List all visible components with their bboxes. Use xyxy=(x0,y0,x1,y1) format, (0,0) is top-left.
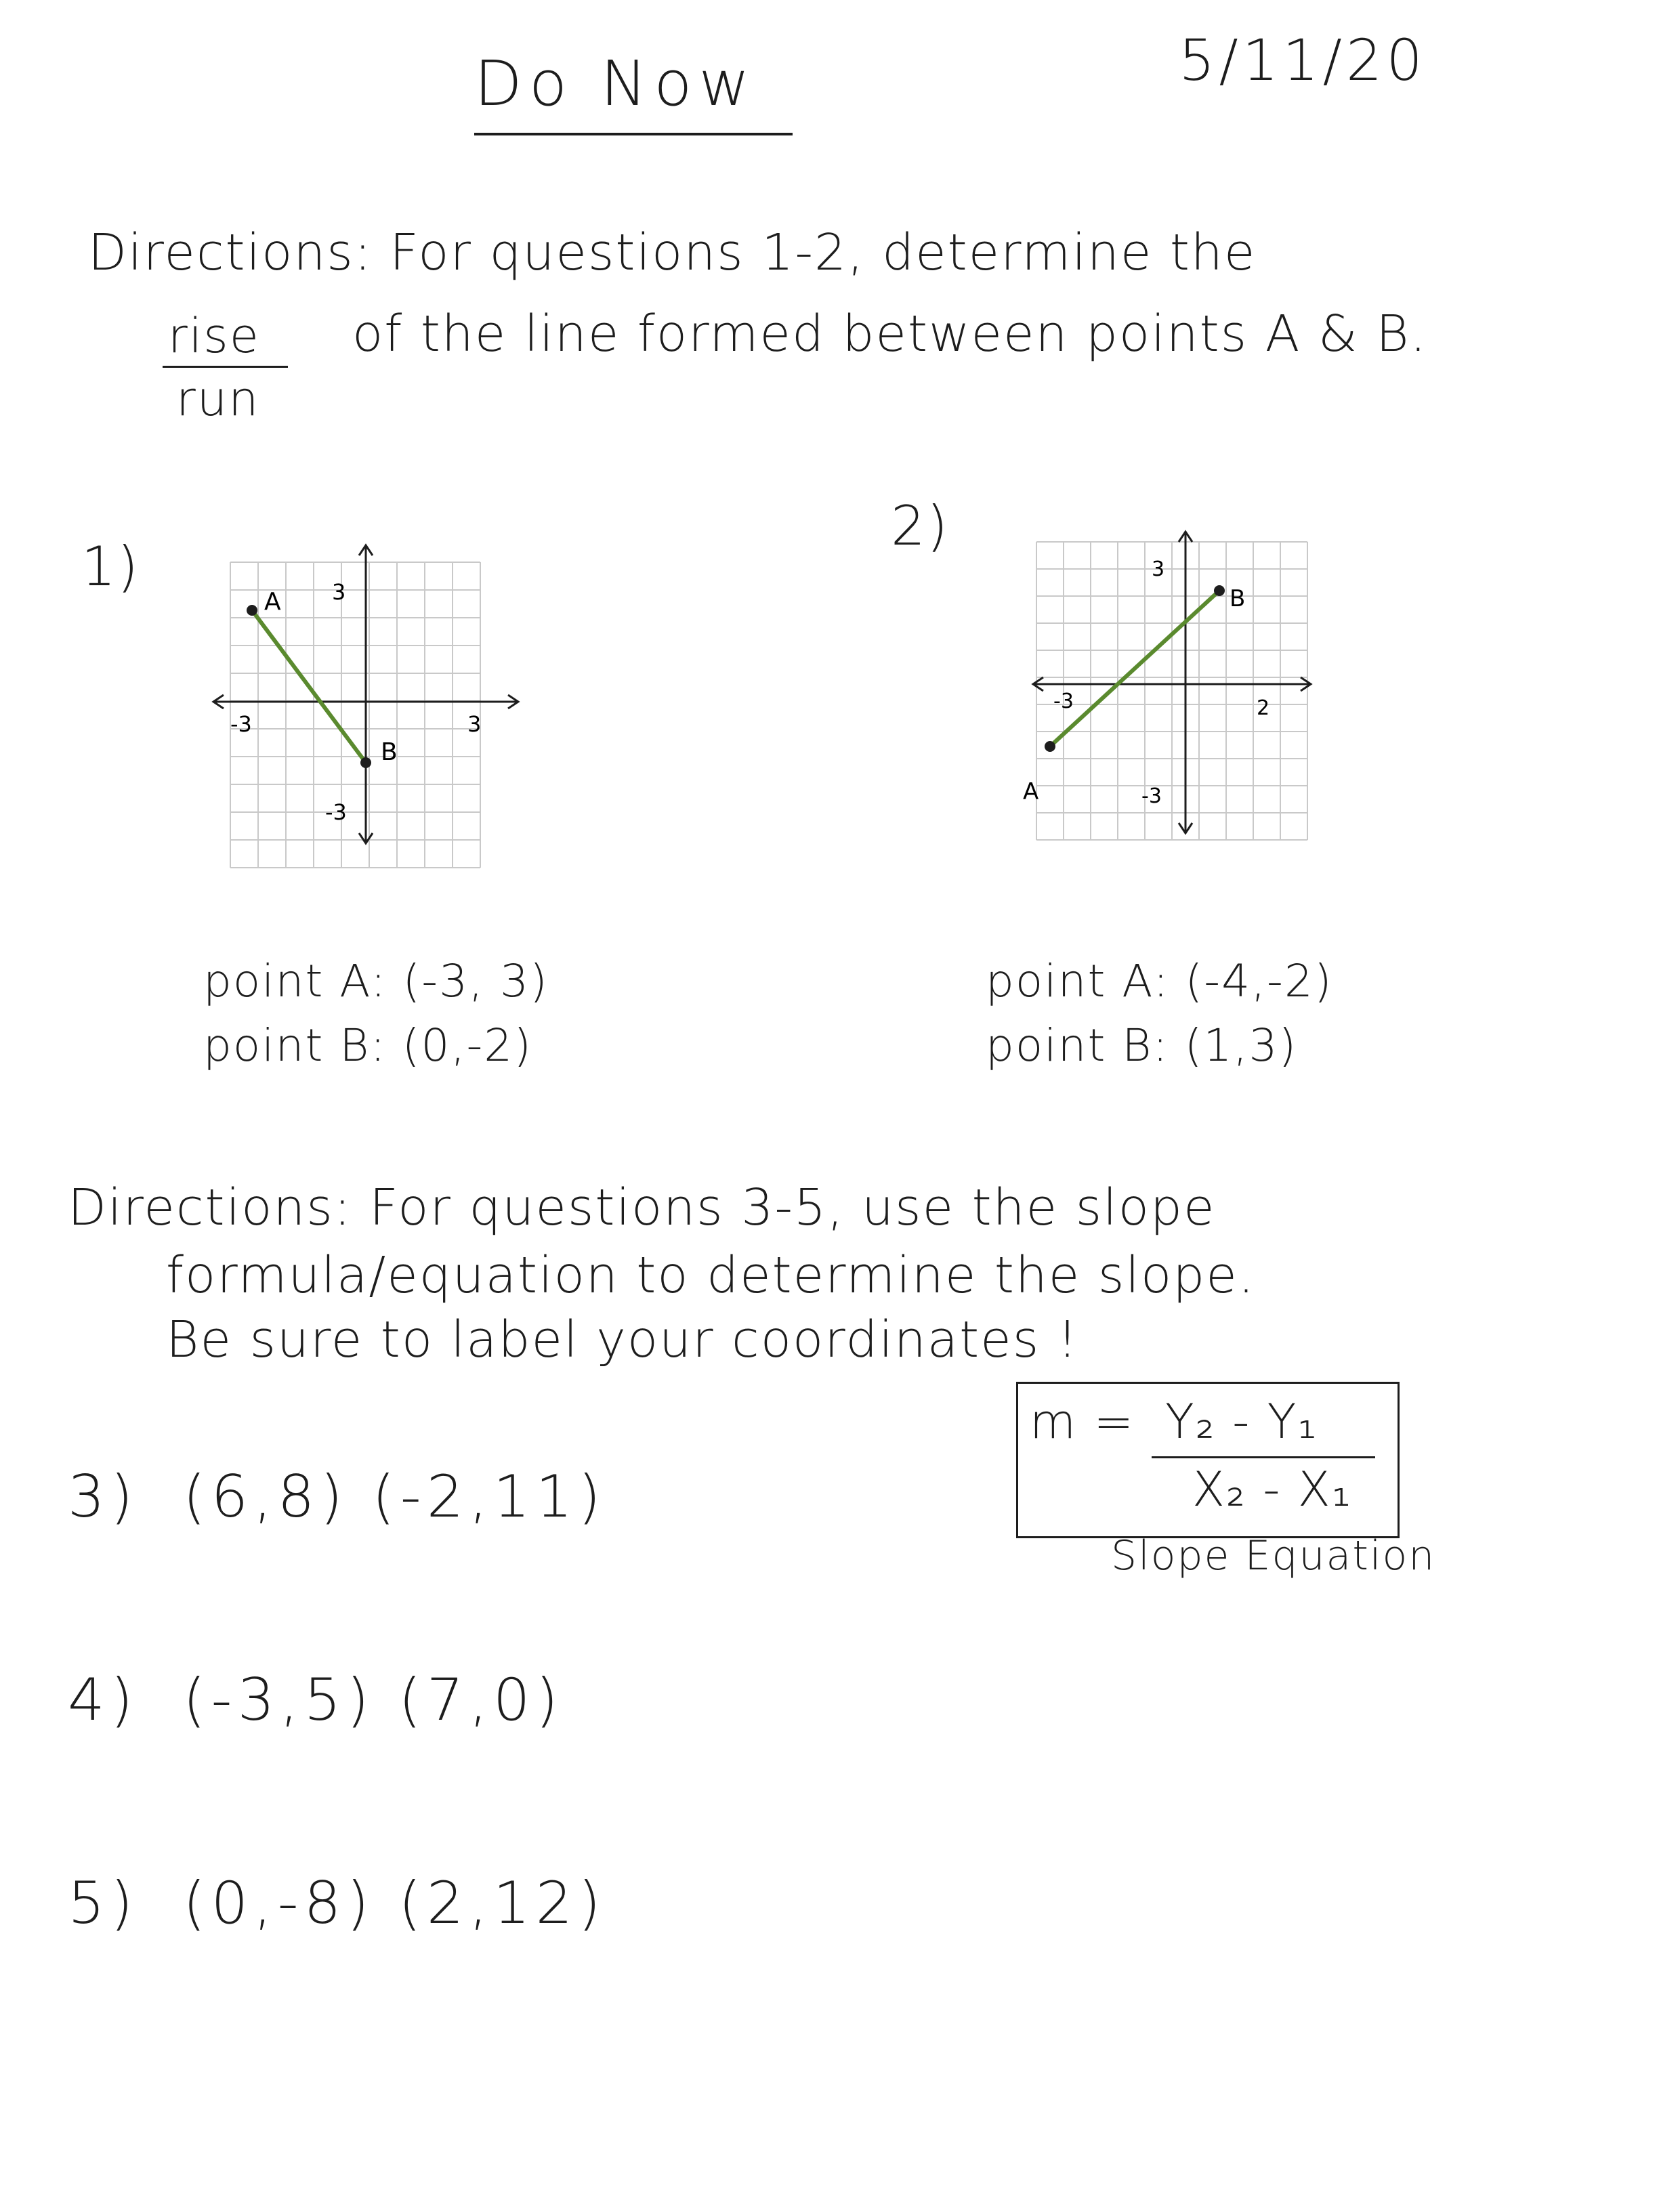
title-underline xyxy=(474,133,793,135)
formula-fraction-bar xyxy=(1152,1456,1375,1458)
graph-2 xyxy=(989,522,1328,887)
graph-2-y-max-label: 3 xyxy=(1152,557,1165,581)
directions-1-line-2: of the line formed between points A & B. xyxy=(352,305,1428,363)
formula-numerator: Y₂ - Y₁ xyxy=(1165,1394,1318,1450)
graph-2-segment xyxy=(1050,591,1219,746)
graph-2-x-min-label: -3 xyxy=(1053,690,1074,713)
graph-1-point-a xyxy=(247,605,257,616)
graph-2-point-a-label: A xyxy=(1023,778,1039,805)
graph-1-x-min-label: -3 xyxy=(230,711,252,737)
graph-2-point-b xyxy=(1214,585,1225,596)
directions-2-line-2: formula/equation to determine the slope. xyxy=(166,1246,1256,1305)
rise-label: rise xyxy=(168,308,260,364)
formula-denominator: X₂ - X₁ xyxy=(1192,1462,1352,1517)
problem-3-number: 3) xyxy=(68,1463,139,1531)
graph-2-grid xyxy=(1036,542,1307,840)
formula-caption: Slope Equation xyxy=(1111,1532,1436,1580)
page-title: Do Now xyxy=(474,47,757,120)
date: 5/11/20 xyxy=(1179,27,1427,93)
question-2-point-b: point B: (1,3) xyxy=(986,1019,1298,1072)
problem-4-text: (-3,5) (7,0) xyxy=(183,1666,564,1734)
graph-1 xyxy=(203,535,528,901)
graph-2-x-max-label: 2 xyxy=(1257,696,1270,720)
graph-2-y-min-label: -3 xyxy=(1141,784,1162,808)
problem-5-number: 5) xyxy=(68,1869,139,1937)
graph-1-point-b xyxy=(360,757,371,768)
problem-5-text: (0,-8) (2,12) xyxy=(183,1869,606,1937)
graph-1-segment xyxy=(252,610,366,763)
question-2-point-a: point A: (-4,-2) xyxy=(986,955,1333,1007)
graph-2-point-b-label: B xyxy=(1230,585,1246,612)
formula-m: m = xyxy=(1030,1394,1135,1450)
question-1-point-b: point B: (0,-2) xyxy=(203,1019,533,1072)
problem-4-number: 4) xyxy=(68,1666,139,1734)
graph-2-point-a xyxy=(1045,741,1055,752)
graph-1-point-a-label: A xyxy=(264,588,281,616)
question-1-number: 1) xyxy=(81,535,140,598)
graph-1-y-min-label: -3 xyxy=(325,799,347,825)
graph-1-y-max-label: 3 xyxy=(332,579,346,605)
question-2-number: 2) xyxy=(891,494,950,557)
fraction-bar xyxy=(163,366,288,368)
graph-1-point-b-label: B xyxy=(381,738,398,766)
run-label: run xyxy=(176,371,260,427)
directions-2-line-3: Be sure to label your coordinates ! xyxy=(166,1311,1079,1369)
directions-2-line-1: Directions: For questions 3-5, use the slope xyxy=(68,1179,1216,1237)
question-1-point-a: point A: (-3, 3) xyxy=(203,955,549,1007)
problem-3-text: (6,8) (-2,11) xyxy=(183,1463,606,1531)
directions-1-line-1: Directions: For questions 1-2, determine the xyxy=(88,224,1257,282)
graph-1-x-max-label: 3 xyxy=(467,711,482,737)
